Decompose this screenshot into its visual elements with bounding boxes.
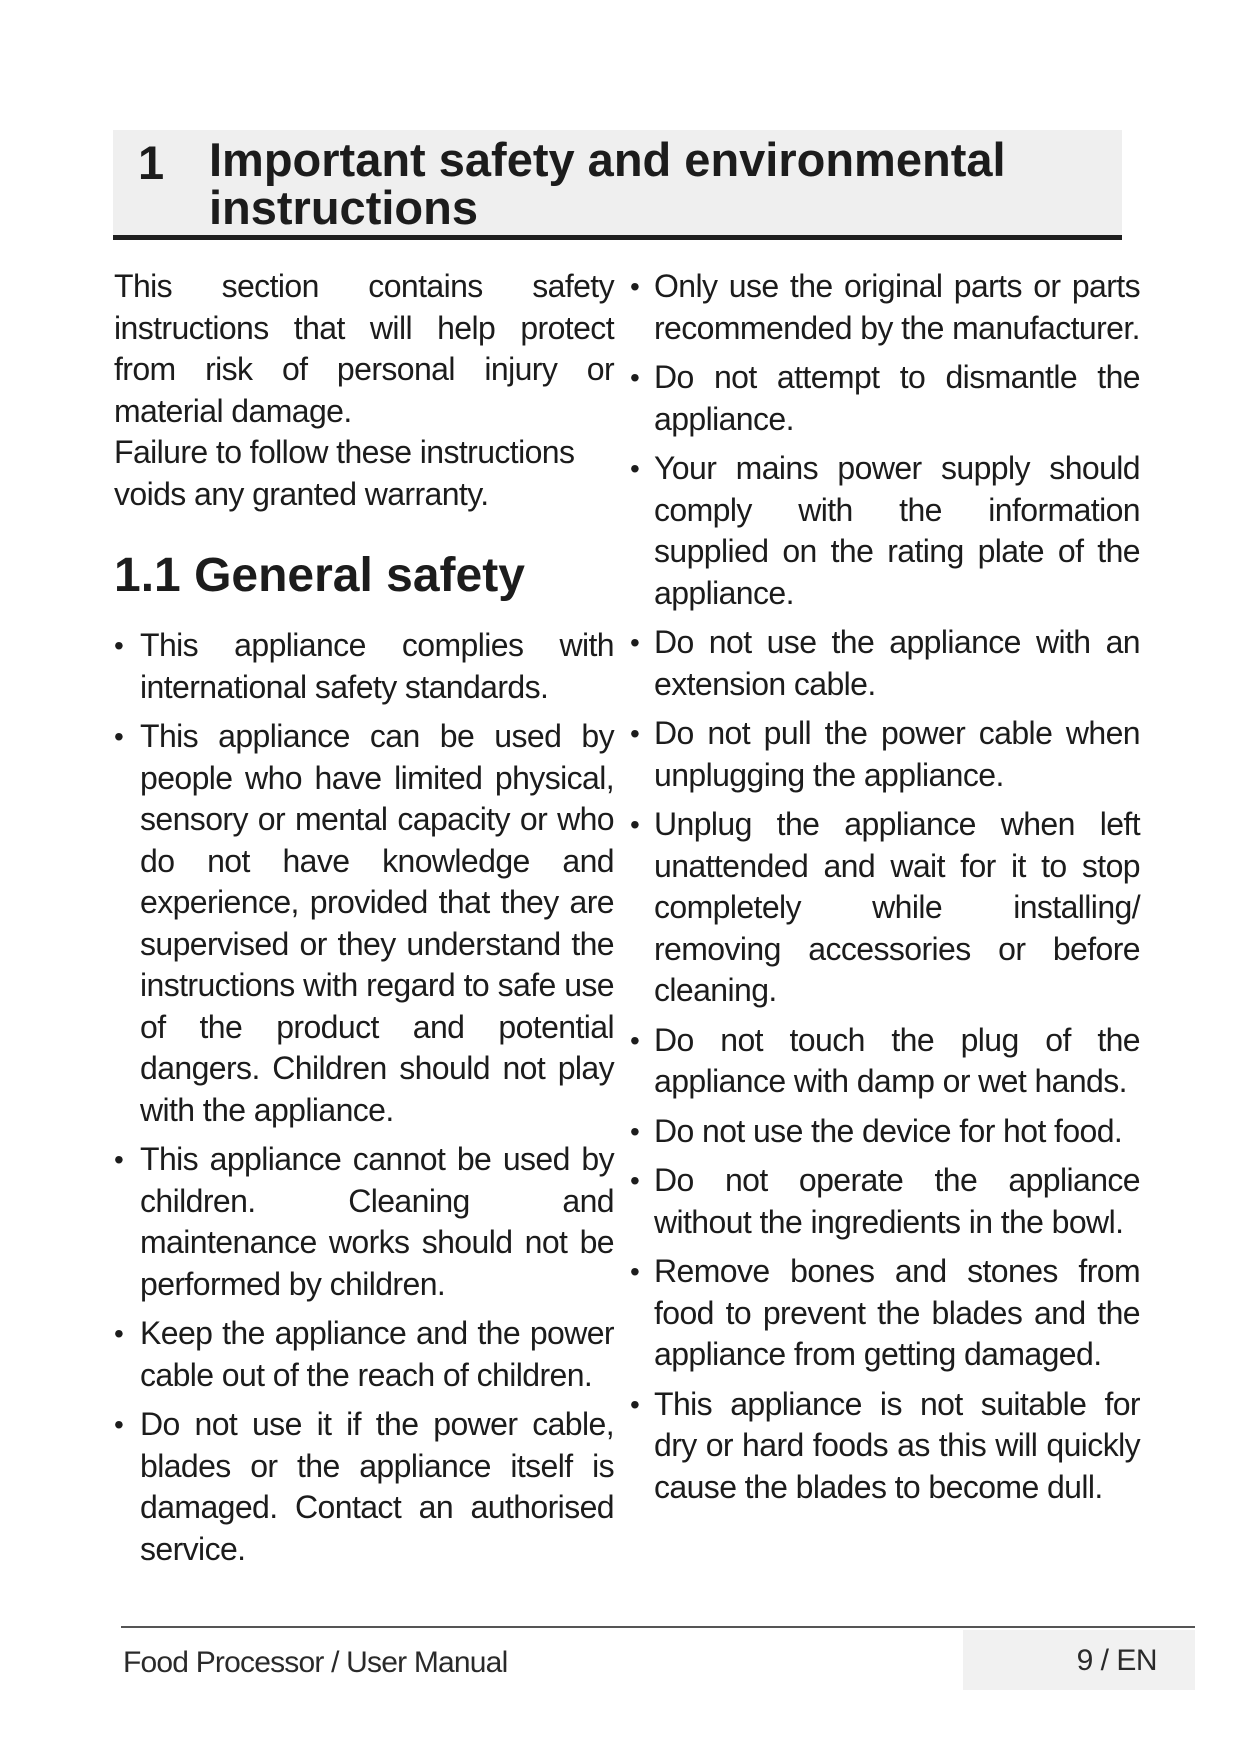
intro-paragraph-1: This section contains safety instructions that will help protect from risk of personal injury or material damage.	[114, 268, 614, 429]
safety-item: • Keep the appliance and the power cable out of the reach of children.	[114, 1313, 614, 1396]
safety-item: • Remove bones and stones from food to prevent the blades and the appliance from getting damaged.	[630, 1251, 1140, 1376]
section-header	[113, 130, 1122, 240]
right-column	[630, 266, 1140, 1516]
safety-item: • This appliance can be used by people who have limited physical, sensory or mental capacity or who do not have knowledge and experience, provided that they are supervised or they understand the instructions with regard to safe use of the product and potential dangers. Children should not play with the appliance.	[114, 716, 614, 1131]
safety-item: • Do not use the appliance with an extension cable.	[630, 622, 1140, 705]
safety-item: • This appliance cannot be used by children. Cleaning and maintenance works should not be performed by children.	[114, 1139, 614, 1305]
safety-item: • Your mains power supply should comply with the information supplied on the rating plate of the appliance.	[630, 448, 1140, 614]
section-title: Important safety and environmental instructions	[209, 133, 1006, 234]
safety-item: • Do not use it if the power cable, blades or the appliance itself is damaged. Contact an authorised service.	[114, 1404, 614, 1570]
safety-item: • Do not operate the appliance without the ingredients in the bowl.	[630, 1160, 1140, 1243]
safety-item: • Only use the original parts or parts recommended by the manufacturer.	[630, 266, 1140, 349]
safety-item: • This appliance is not suitable for dry or hard foods as this will quickly cause the blades to become dull.	[630, 1384, 1140, 1509]
safety-item: • Do not touch the plug of the appliance with damp or wet hands.	[630, 1020, 1140, 1103]
safety-list-left	[114, 625, 614, 1570]
footer-divider	[121, 1626, 1195, 1628]
footer-document-title: Food Processor / User Manual	[123, 1646, 508, 1679]
page-number: 9 / EN	[1076, 1644, 1157, 1677]
general-safety-heading: 1.1 General safety	[114, 549, 525, 602]
safety-item: • Unplug the appliance when left unattended and wait for it to stop completely while installing/ removing accessories or before cleaning.	[630, 804, 1140, 1012]
safety-item: • Do not pull the power cable when unplugging the appliance.	[630, 713, 1140, 796]
intro-paragraph-2: Failure to follow these instructions voids any granted warranty.	[114, 434, 575, 512]
safety-item: • Do not use the device for hot food.	[630, 1111, 1140, 1153]
footer-page-box	[963, 1630, 1195, 1690]
section-number: 1	[138, 136, 165, 189]
left-column	[114, 266, 614, 1578]
safety-item: • Do not attempt to dismantle the appliance.	[630, 357, 1140, 440]
safety-list-right	[630, 266, 1140, 1508]
safety-item: • This appliance complies with international safety standards.	[114, 625, 614, 708]
